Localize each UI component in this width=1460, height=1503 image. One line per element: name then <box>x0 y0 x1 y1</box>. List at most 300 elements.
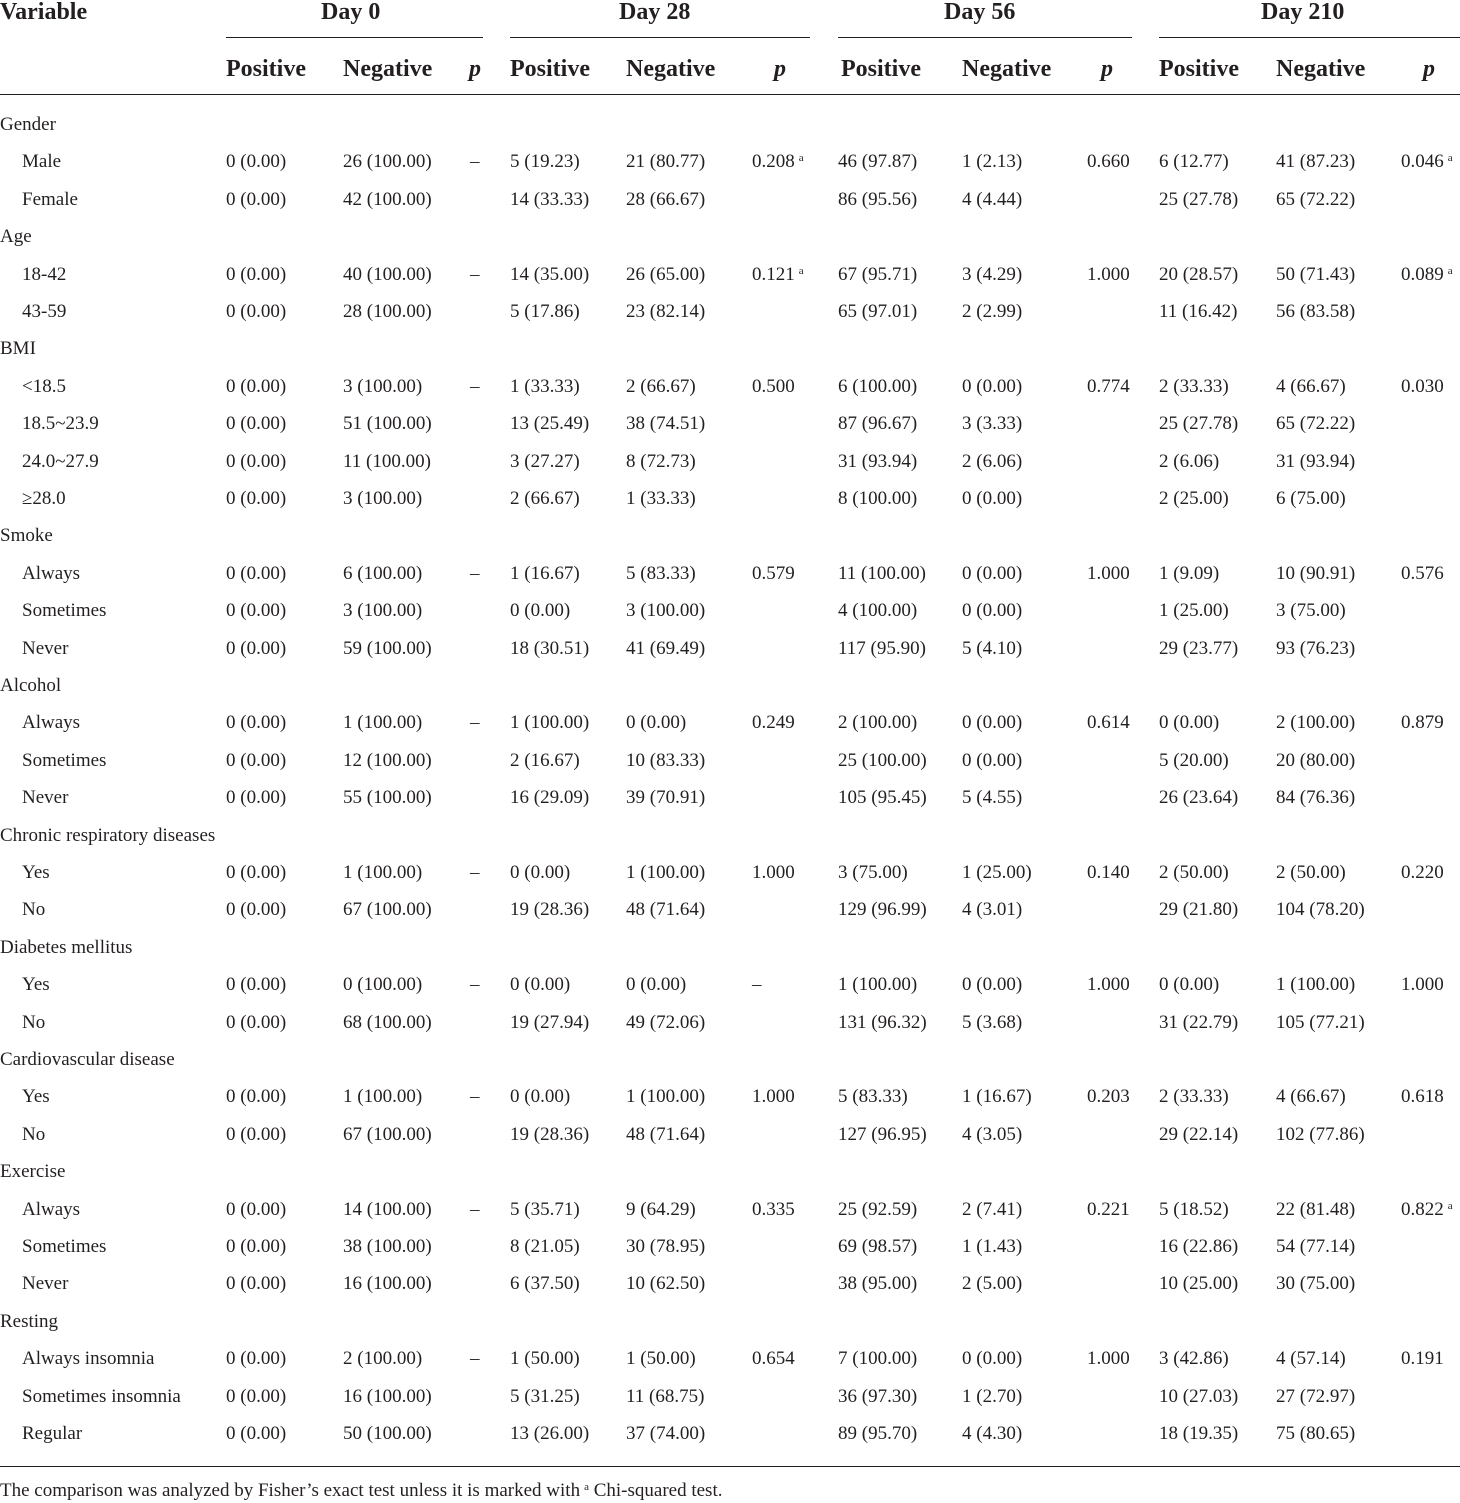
table-cell <box>1276 1123 1365 1147</box>
day-28-underline <box>510 37 810 38</box>
cell-value: 0 (0.00) <box>226 1086 287 1107</box>
table-cell <box>1159 1123 1238 1147</box>
table-cell <box>962 973 1022 997</box>
table-cell <box>838 1123 927 1147</box>
table-cell <box>626 263 705 287</box>
table-cell <box>343 786 432 810</box>
subheader-negative-day-210: Negative <box>1276 56 1366 82</box>
table-cell <box>752 263 804 287</box>
table-cell <box>226 749 286 773</box>
table-cell <box>1276 375 1346 399</box>
header-bottom-rule <box>0 94 1460 95</box>
table-cell <box>470 375 480 399</box>
table-cell <box>470 973 480 997</box>
cell-value: 0 (0.00) <box>226 1273 287 1294</box>
cell-value: 0 (0.00) <box>226 1348 287 1369</box>
table-cell <box>1159 1272 1238 1296</box>
cell-value: 0 (0.00) <box>226 189 287 210</box>
table-cell <box>1401 1085 1444 1109</box>
cell-value: 1 (100.00) <box>343 1086 423 1107</box>
table-cell <box>510 1272 580 1296</box>
table-cell <box>1159 1422 1238 1446</box>
cell-value: 0 (0.00) <box>962 563 1023 584</box>
table-cell <box>226 450 286 474</box>
group-label: Resting <box>0 1311 59 1332</box>
table-cell <box>838 786 927 810</box>
group-label: Gender <box>0 114 56 135</box>
cell-value: 25 (92.59) <box>838 1199 918 1220</box>
table-cell <box>1159 786 1238 810</box>
table-cell <box>1159 973 1219 997</box>
table-cell <box>626 1085 705 1109</box>
cell-value: 11 (16.42) <box>1159 301 1238 322</box>
table-cell <box>1276 300 1355 324</box>
table-cell <box>343 1011 432 1035</box>
chi-squared-marker: a <box>1447 1200 1453 1212</box>
table-cell <box>226 300 286 324</box>
table-footnote <box>0 1479 722 1503</box>
table-cell <box>226 487 286 511</box>
cell-value: 0 (0.00) <box>226 413 287 434</box>
cell-value: 0.660 <box>1087 151 1130 172</box>
cell-value: – <box>470 376 480 397</box>
cell-value: 6 (100.00) <box>343 563 423 584</box>
cell-value: 41 (69.49) <box>626 638 706 659</box>
table-cell <box>1159 1198 1229 1222</box>
table-cell <box>838 450 917 474</box>
cell-value: 38 (95.00) <box>838 1273 918 1294</box>
cell-value: 0 (0.00) <box>226 1236 287 1257</box>
table-cell <box>838 300 917 324</box>
table-cell <box>470 1198 480 1222</box>
cell-value: 69 (98.57) <box>838 1236 918 1257</box>
table-cell <box>1159 150 1229 174</box>
table-cell <box>1159 637 1238 661</box>
table-cell <box>838 1011 927 1035</box>
cell-value: 0.618 <box>1401 1086 1444 1107</box>
cell-value: 131 (96.32) <box>838 1012 927 1033</box>
table-cell <box>1159 1085 1229 1109</box>
table-cell <box>626 1385 704 1409</box>
cell-value: – <box>470 151 480 172</box>
cell-value: 0 (0.00) <box>226 638 287 659</box>
table-cell <box>343 861 422 885</box>
table-cell <box>962 150 1022 174</box>
cell-value: 30 (75.00) <box>1276 1273 1356 1294</box>
table-cell <box>962 599 1022 623</box>
cell-value: 18 (19.35) <box>1159 1423 1239 1444</box>
cell-value: 0 (0.00) <box>226 451 287 472</box>
cell-value: 2 (66.67) <box>510 488 580 509</box>
cell-value: 0.191 <box>1401 1348 1444 1369</box>
table-cell <box>1401 861 1444 885</box>
cell-value: 0.576 <box>1401 563 1444 584</box>
table-cell <box>343 263 432 287</box>
cell-value: 2 (33.33) <box>1159 376 1229 397</box>
cell-value: 0.140 <box>1087 862 1130 883</box>
table-bottom-rule <box>0 1466 1460 1467</box>
table-cell <box>1087 150 1130 174</box>
table-cell <box>343 188 432 212</box>
table-cell <box>1087 1198 1130 1222</box>
cell-value: 0.335 <box>752 1199 795 1220</box>
table-cell <box>838 1272 917 1296</box>
table-cell <box>1276 1272 1355 1296</box>
table-cell <box>962 749 1022 773</box>
table-cell <box>343 973 422 997</box>
cell-value: 8 (100.00) <box>838 488 918 509</box>
cell-value: 14 (33.33) <box>510 189 590 210</box>
cell-value: 3 (75.00) <box>838 862 908 883</box>
cell-value: 0 (100.00) <box>343 974 423 995</box>
cell-value: 0.579 <box>752 563 795 584</box>
table-cell <box>1087 861 1130 885</box>
row-label: Yes <box>22 862 50 883</box>
cell-value: 67 (100.00) <box>343 1124 432 1145</box>
table-cell <box>226 1123 286 1147</box>
cell-value: 56 (83.58) <box>1276 301 1356 322</box>
table-cell <box>838 861 908 885</box>
table-cell <box>1159 711 1219 735</box>
cell-value: 1 (2.70) <box>962 1386 1023 1407</box>
subheader-positive-day-28: Positive <box>510 56 590 82</box>
cell-value: 51 (100.00) <box>343 413 432 434</box>
table-cell <box>962 1385 1022 1409</box>
table-cell <box>343 1235 432 1259</box>
cell-value: 14 (100.00) <box>343 1199 432 1220</box>
table-cell <box>510 599 570 623</box>
table-cell <box>838 711 917 735</box>
cell-value: 0 (0.00) <box>226 600 287 621</box>
table-cell <box>1159 412 1238 436</box>
cell-value: 4 (3.01) <box>962 899 1023 920</box>
cell-value: 0 (0.00) <box>226 899 287 920</box>
table-cell <box>1401 1347 1444 1371</box>
cell-value: – <box>470 862 480 883</box>
table-cell <box>1159 263 1238 287</box>
table-cell <box>838 412 917 436</box>
cell-value: 3 (100.00) <box>343 376 423 397</box>
table-cell <box>626 1198 696 1222</box>
table-cell <box>962 412 1022 436</box>
table-cell <box>838 1385 917 1409</box>
cell-value: 46 (97.87) <box>838 151 918 172</box>
table-cell <box>343 487 422 511</box>
table-cell <box>343 450 431 474</box>
table-cell <box>752 150 804 174</box>
cell-value: 13 (26.00) <box>510 1423 590 1444</box>
cell-value: 0 (0.00) <box>962 712 1023 733</box>
cell-value: – <box>470 712 480 733</box>
table-cell <box>1159 375 1229 399</box>
cell-value: 0 (0.00) <box>1159 974 1220 995</box>
table-cell <box>1401 711 1444 735</box>
table-cell <box>226 898 286 922</box>
row-label: ≥28.0 <box>22 488 66 509</box>
table-cell <box>752 973 762 997</box>
cell-value: 0.220 <box>1401 862 1444 883</box>
table-cell <box>510 1085 570 1109</box>
cell-value: 65 (72.22) <box>1276 189 1356 210</box>
table-cell <box>962 188 1022 212</box>
table-cell <box>626 861 705 885</box>
table-cell <box>1401 973 1444 997</box>
cell-value: 31 (22.79) <box>1159 1012 1239 1033</box>
cell-value: 0 (0.00) <box>226 1423 287 1444</box>
table-cell <box>838 637 926 661</box>
cell-value: 105 (95.45) <box>838 787 927 808</box>
table-cell <box>226 973 286 997</box>
cell-value: 16 (29.09) <box>510 787 590 808</box>
table-cell <box>962 898 1022 922</box>
table-cell <box>962 1235 1022 1259</box>
row-label: Never <box>22 638 69 659</box>
table-cell <box>1276 749 1355 773</box>
table-cell <box>1159 300 1237 324</box>
subheader-negative-day-0: Negative <box>343 56 433 82</box>
cell-value: 2 (6.06) <box>962 451 1023 472</box>
row-label: No <box>22 899 46 920</box>
cell-value: 31 (93.94) <box>838 451 918 472</box>
cell-value: 5 (20.00) <box>1159 750 1229 771</box>
table-cell <box>1276 786 1355 810</box>
cell-value: 39 (70.91) <box>626 787 706 808</box>
table-cell <box>343 1123 432 1147</box>
cell-value: 2 (2.99) <box>962 301 1023 322</box>
table-cell <box>226 711 286 735</box>
cell-value: 0 (0.00) <box>226 376 287 397</box>
table-cell <box>1276 637 1355 661</box>
table-cell <box>962 450 1022 474</box>
cell-value: 1 (25.00) <box>962 862 1032 883</box>
cell-value: 0 (0.00) <box>962 750 1023 771</box>
cell-value: 0 (0.00) <box>510 600 571 621</box>
table-cell <box>962 711 1022 735</box>
cell-value: 40 (100.00) <box>343 264 432 285</box>
cell-value: 36 (97.30) <box>838 1386 918 1407</box>
subheader-positive-day-56: Positive <box>841 56 921 82</box>
cell-value: 11 (100.00) <box>343 451 431 472</box>
cell-value: 4 (66.67) <box>1276 376 1346 397</box>
cell-value: 18 (30.51) <box>510 638 590 659</box>
table-cell <box>1276 412 1355 436</box>
cell-value: 0.500 <box>752 376 795 397</box>
row-label: No <box>22 1012 46 1033</box>
table-cell <box>1159 450 1219 474</box>
chi-squared-marker: a <box>1447 152 1453 164</box>
table-cell <box>1087 973 1130 997</box>
cell-value: 1 (100.00) <box>343 862 423 883</box>
table-cell <box>962 1198 1022 1222</box>
cell-value: 10 (25.00) <box>1159 1273 1239 1294</box>
cell-value: 8 (21.05) <box>510 1236 580 1257</box>
table-cell <box>1159 487 1229 511</box>
table-cell <box>226 786 286 810</box>
table-cell <box>1159 749 1229 773</box>
cell-value: 0.822 <box>1401 1199 1444 1220</box>
table-cell <box>226 188 286 212</box>
table-cell <box>1276 1385 1355 1409</box>
subheader-negative-day-56: Negative <box>962 56 1052 82</box>
table-cell <box>510 487 580 511</box>
cell-value: – <box>470 974 480 995</box>
table-cell <box>626 487 696 511</box>
table-cell <box>838 487 917 511</box>
cell-value: 0 (0.00) <box>226 1386 287 1407</box>
table-cell <box>1159 188 1238 212</box>
cell-value: 26 (100.00) <box>343 151 432 172</box>
table-cell <box>626 1272 705 1296</box>
cell-value: 11 (68.75) <box>626 1386 705 1407</box>
cell-value: 0 (0.00) <box>962 488 1023 509</box>
cell-value: 5 (4.55) <box>962 787 1023 808</box>
cell-value: 0.879 <box>1401 712 1444 733</box>
cell-value: – <box>470 1199 480 1220</box>
table-cell <box>838 973 917 997</box>
cell-value: 54 (77.14) <box>1276 1236 1356 1257</box>
cell-value: 13 (25.49) <box>510 413 590 434</box>
table-cell <box>838 375 917 399</box>
table-cell <box>510 150 580 174</box>
day-28-header: Day 28 <box>619 0 691 25</box>
cell-value: 5 (31.25) <box>510 1386 580 1407</box>
cell-value: 2 (5.00) <box>962 1273 1023 1294</box>
table-cell <box>510 1347 580 1371</box>
table-cell <box>838 1085 908 1109</box>
table-cell <box>343 599 422 623</box>
table-cell <box>1276 487 1346 511</box>
cell-value: 1.000 <box>1401 974 1444 995</box>
table-cell <box>752 1198 795 1222</box>
table-cell <box>1087 711 1130 735</box>
table-cell <box>626 562 696 586</box>
cell-value: 104 (78.20) <box>1276 899 1365 920</box>
cell-value: 3 (42.86) <box>1159 1348 1229 1369</box>
cell-value: 19 (28.36) <box>510 1124 590 1145</box>
table-cell <box>470 150 480 174</box>
cell-value: 93 (76.23) <box>1276 638 1356 659</box>
table-cell <box>226 599 286 623</box>
cell-value: 5 (35.71) <box>510 1199 580 1220</box>
table-cell <box>510 450 580 474</box>
table-cell <box>962 1011 1022 1035</box>
cell-value: 3 (3.33) <box>962 413 1023 434</box>
cell-value: 12 (100.00) <box>343 750 432 771</box>
table-cell <box>1401 150 1453 174</box>
table-cell <box>343 1272 432 1296</box>
table-cell <box>226 637 286 661</box>
row-label: Always insomnia <box>22 1348 155 1369</box>
table-cell <box>626 375 696 399</box>
cell-value: 65 (72.22) <box>1276 413 1356 434</box>
cell-value: – <box>470 1348 480 1369</box>
table-cell <box>838 150 917 174</box>
cell-value: 1 (100.00) <box>510 712 590 733</box>
table-cell <box>510 1235 580 1259</box>
cell-value: 20 (80.00) <box>1276 750 1356 771</box>
cell-value: 26 (65.00) <box>626 264 706 285</box>
day-0-header: Day 0 <box>321 0 381 25</box>
cell-value: 1 (100.00) <box>626 1086 706 1107</box>
table-cell <box>962 1123 1022 1147</box>
cell-value: 3 (100.00) <box>343 600 423 621</box>
cell-value: 5 (19.23) <box>510 151 580 172</box>
footnote-superscript: a <box>584 1481 589 1493</box>
table-cell <box>752 711 795 735</box>
table-cell <box>510 898 589 922</box>
group-label: Cardiovascular disease <box>0 1049 175 1070</box>
table-cell <box>226 1085 286 1109</box>
cell-value: 0.121 <box>752 264 795 285</box>
row-label: 24.0~27.9 <box>22 451 99 472</box>
table-cell <box>1276 150 1355 174</box>
cell-value: 41 (87.23) <box>1276 151 1356 172</box>
table-cell <box>626 150 705 174</box>
cell-value: – <box>470 563 480 584</box>
cell-value: 10 (83.33) <box>626 750 706 771</box>
table-cell <box>510 786 589 810</box>
cell-value: 0 (0.00) <box>226 264 287 285</box>
table-cell <box>626 1235 705 1259</box>
day-56-underline <box>838 37 1132 38</box>
cell-value: 1.000 <box>1087 1348 1130 1369</box>
cell-value: 0 (0.00) <box>962 600 1023 621</box>
cell-value: 4 (66.67) <box>1276 1086 1346 1107</box>
table-cell <box>1159 861 1229 885</box>
cell-value: 49 (72.06) <box>626 1012 706 1033</box>
table-cell <box>343 1085 422 1109</box>
table-cell <box>1276 711 1355 735</box>
day-210-header: Day 210 <box>1261 0 1345 25</box>
table-cell <box>343 150 432 174</box>
cell-value: 38 (100.00) <box>343 1236 432 1257</box>
cell-value: 0 (0.00) <box>226 1012 287 1033</box>
table-cell <box>343 562 422 586</box>
group-label: Alcohol <box>0 675 62 696</box>
table-cell <box>343 1198 432 1222</box>
table-cell <box>626 786 705 810</box>
cell-value: 30 (78.95) <box>626 1236 706 1257</box>
table-cell <box>510 1011 589 1035</box>
table-cell <box>1401 375 1444 399</box>
table-cell <box>510 562 580 586</box>
cell-value: 0 (0.00) <box>510 974 571 995</box>
table-cell <box>1276 599 1346 623</box>
table-cell <box>226 1347 286 1371</box>
cell-value: 3 (4.29) <box>962 264 1023 285</box>
cell-value: 55 (100.00) <box>343 787 432 808</box>
cell-value: 6 (75.00) <box>1276 488 1346 509</box>
table-cell <box>470 861 480 885</box>
cell-value: 0.614 <box>1087 712 1130 733</box>
cell-value: 48 (71.64) <box>626 1124 706 1145</box>
cell-value: 0.249 <box>752 712 795 733</box>
cell-value: 25 (27.78) <box>1159 413 1239 434</box>
table-cell <box>1401 562 1444 586</box>
table-cell <box>343 1347 422 1371</box>
table-cell <box>343 412 432 436</box>
row-label: Never <box>22 787 69 808</box>
cell-value: 68 (100.00) <box>343 1012 432 1033</box>
row-label: 18-42 <box>22 264 67 285</box>
cell-value: 89 (95.70) <box>838 1423 918 1444</box>
cell-value: 4 (3.05) <box>962 1124 1023 1145</box>
cell-value: 0 (0.00) <box>962 376 1023 397</box>
table-cell <box>1159 898 1238 922</box>
cell-value: 0.203 <box>1087 1086 1130 1107</box>
cell-value: 102 (77.86) <box>1276 1124 1365 1145</box>
cell-value: 2 (66.67) <box>626 376 696 397</box>
